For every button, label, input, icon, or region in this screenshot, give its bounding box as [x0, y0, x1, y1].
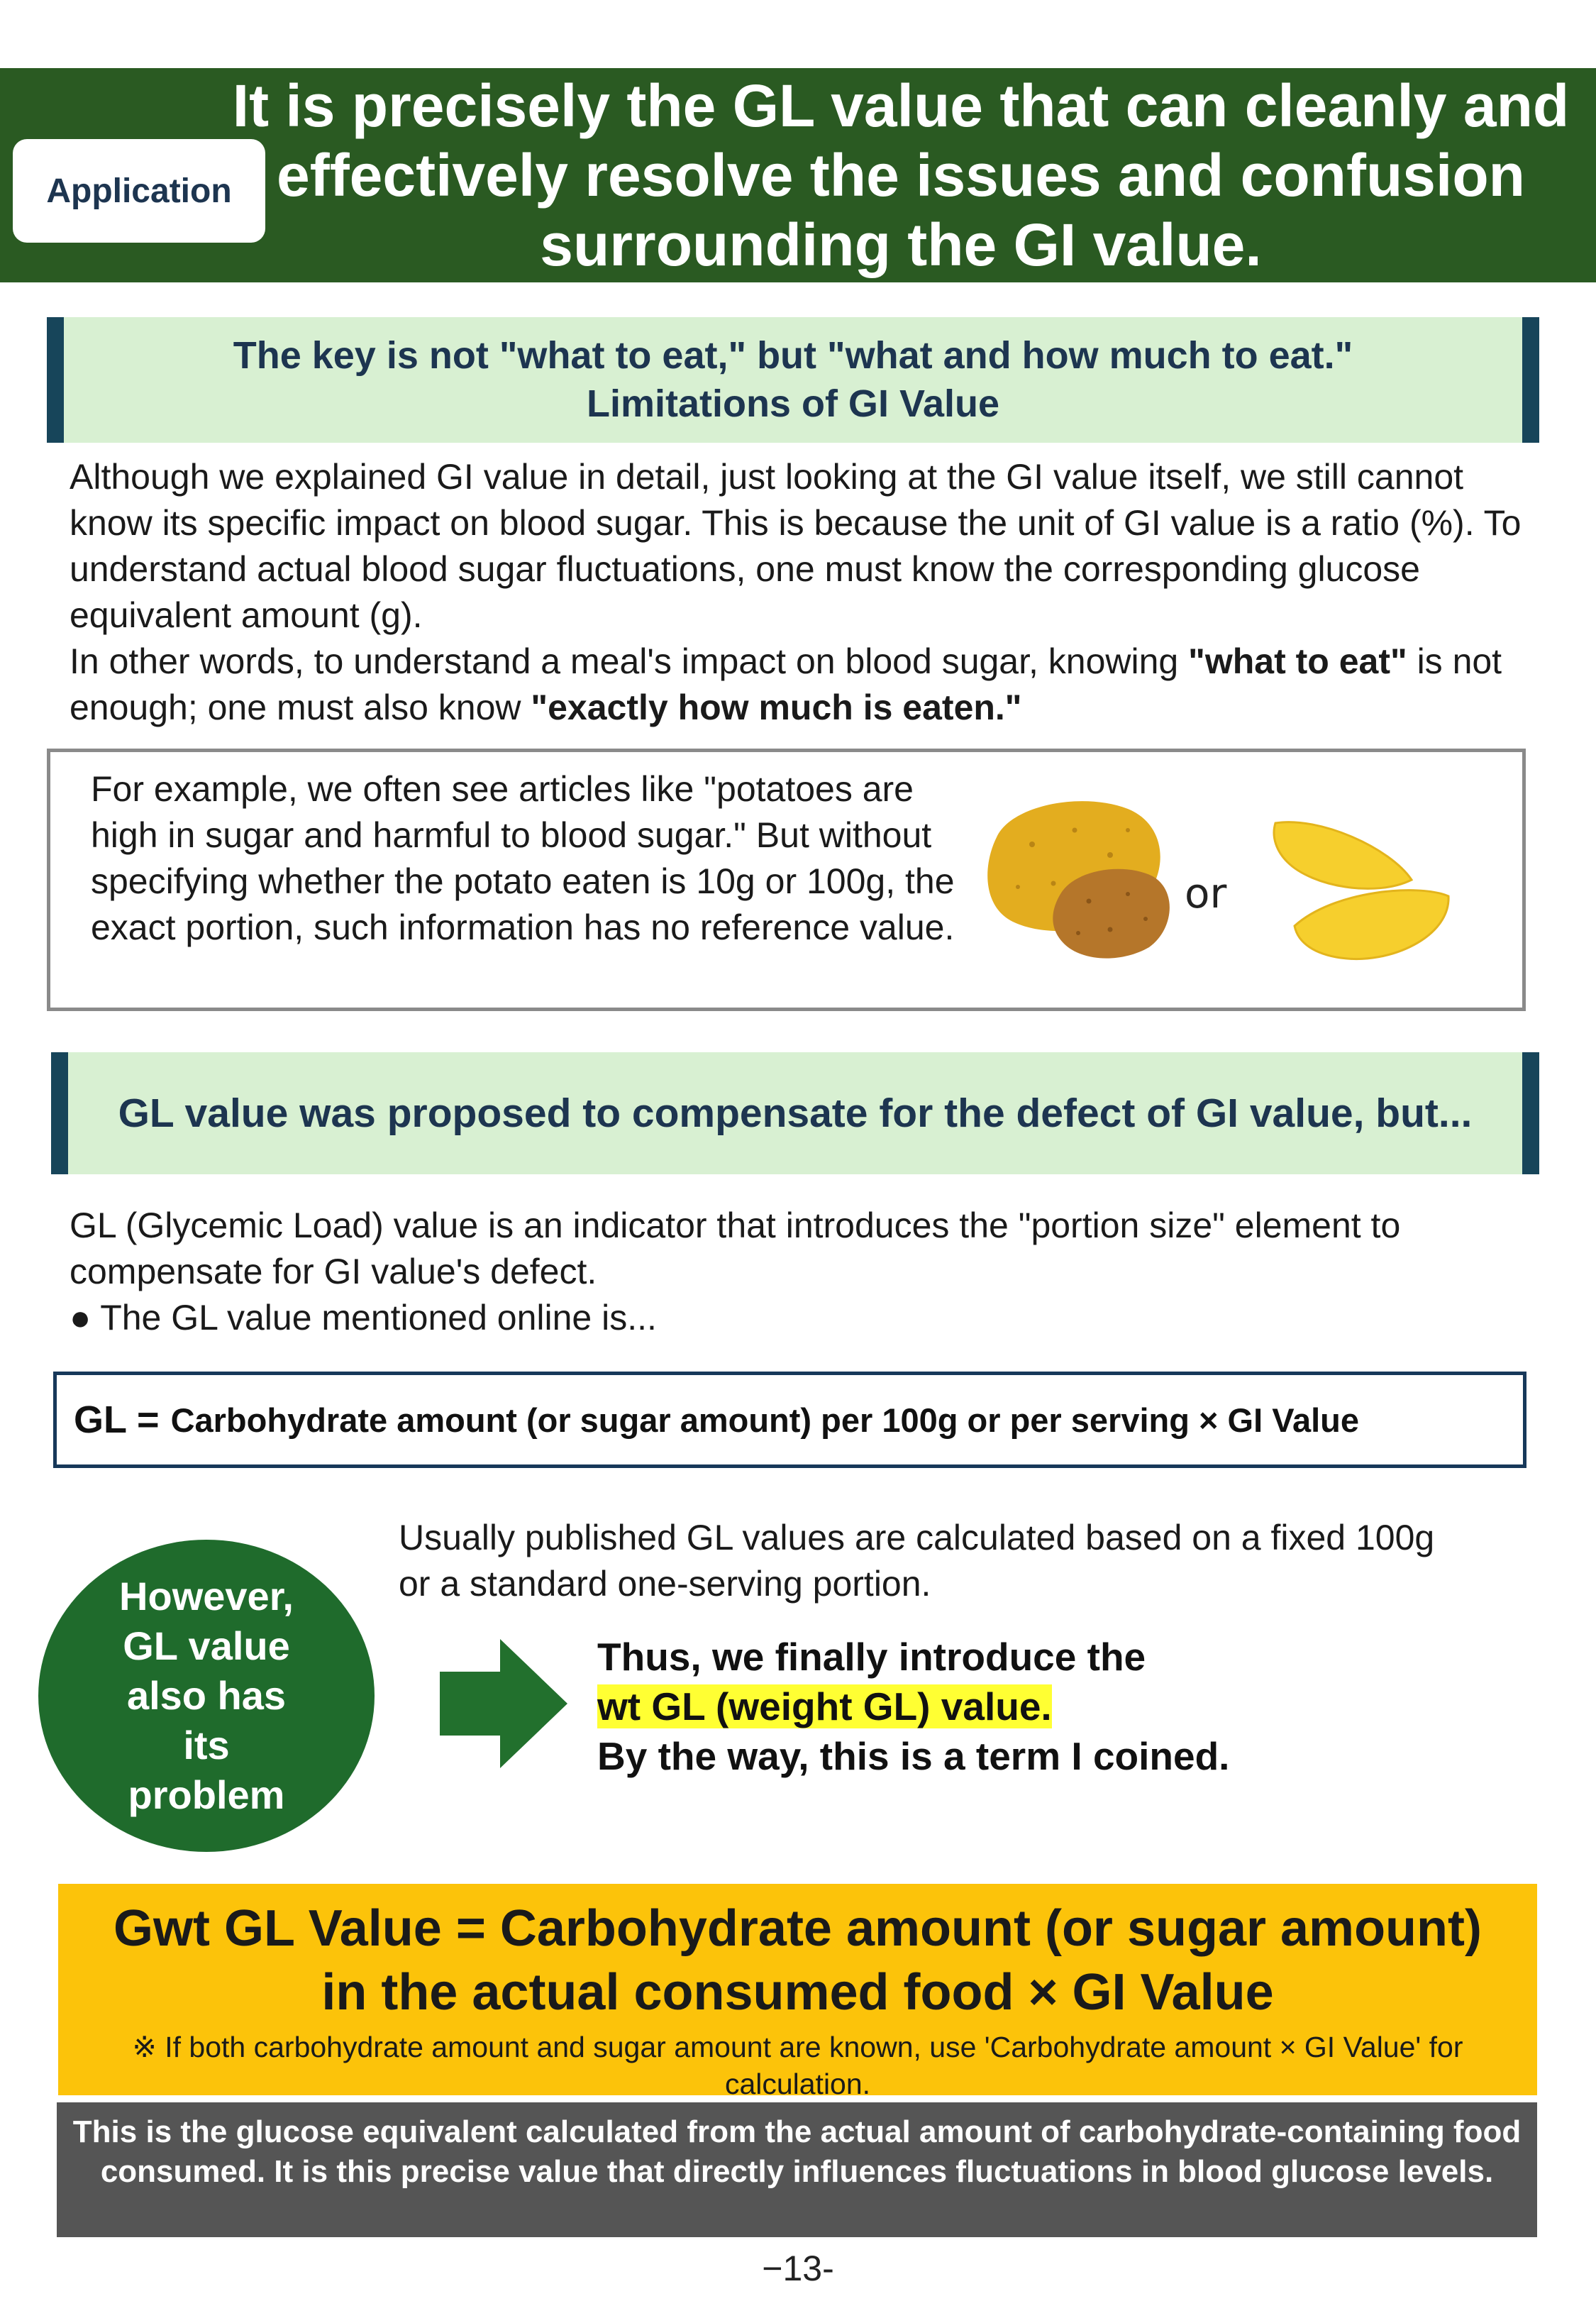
wt-gl-intro-text	[597, 1632, 1519, 1781]
intro-paragraph-2	[70, 639, 1531, 731]
circle-line-1: However,	[119, 1574, 294, 1618]
intro-p2-bold-1: "what to eat"	[1188, 641, 1407, 681]
circle-line-2: GL value	[123, 1623, 290, 1668]
right-arrow-icon	[440, 1639, 567, 1768]
potato-wedge-bottom	[1295, 890, 1448, 959]
page-title: It is precisely the GL value that can cleanly and effectively resolve the issues and confusion surrounding the GI value.	[232, 72, 1570, 278]
gwt-gl-note: ※ If both carbohydrate amount and sugar amount are known, use 'Carbohydrate amount × GI Value' for calculation.	[132, 2031, 1463, 2100]
gwt-gl-formula-box	[58, 1884, 1537, 2100]
bullet-icon: ●	[70, 1298, 92, 1337]
gl-intro-text	[70, 1203, 1545, 1341]
thus-line-3: By the way, this is a term I coined.	[597, 1734, 1230, 1778]
thus-line-1: Thus, we finally introduce the	[597, 1635, 1146, 1679]
circle-line-3: also has	[126, 1673, 287, 1718]
summary-box: This is the glucose equivalent calculated from the actual amount of carbohydrate-containing food consumed. It is this precise value that directly influences fluctuations in blood glucose levels.	[57, 2102, 1537, 2237]
bullet-text: The GL value mentioned online is...	[91, 1298, 657, 1337]
circle-line-5: problem	[128, 1772, 285, 1817]
wt-gl-highlight: wt GL (weight GL) value.	[597, 1684, 1052, 1728]
example-text: For example, we often see articles like "potatoes are high in sugar and harmful to blood sugar." But without specifying whether the potato eaten is 10g or 100g, the exact portion, such information has no reference value.	[91, 769, 955, 947]
banner-line-1: The key is not "what to eat," but "what and how much to eat."	[233, 334, 1353, 377]
intro-p2-bold-2: "exactly how much is eaten."	[531, 688, 1022, 727]
page-number: −13-	[762, 2249, 834, 2288]
formula-left: GL =	[74, 1399, 160, 1441]
intro-p2-mid: is not enough; one must also know	[70, 641, 1502, 727]
gl-intro-bullet	[70, 1295, 1545, 1341]
section-banner-limitations	[47, 317, 1539, 443]
application-badge: Application	[13, 139, 265, 243]
section-banner-gl-value: GL value was proposed to compensate for the defect of GI value, but...	[51, 1052, 1539, 1174]
intro-p2-start: In other words, to understand a meal's impact on blood sugar, knowing	[70, 641, 1189, 681]
or-label: or	[1185, 869, 1227, 917]
whole-potatoes-illustration	[975, 788, 1188, 965]
usual-gl-text: Usually published GL values are calculated based on a fixed 100g or a standard one-serving portion.	[399, 1518, 1435, 1604]
intro-paragraph-1: Although we explained GI value in detail, just looking at the GI value itself, we still cannot know its specific impact on blood sugar. This is because the unit of GI value is a ratio (%). To understand actual blood sugar fluctuations, one must know the corresponding glucose equivalent amount (g).	[70, 457, 1522, 635]
gwt-gl-formula	[58, 1884, 1537, 2024]
potato-wedge-top	[1274, 822, 1412, 889]
gwt-title-line-1: Gwt GL Value = Carbohydrate amount (or sugar amount)	[113, 1900, 1482, 1957]
gl-formula-box	[53, 1372, 1526, 1468]
banner-line-2: Limitations of GI Value	[586, 382, 1000, 425]
formula-right: Carbohydrate amount (or sugar amount) per 100g or per serving × GI Value	[170, 1401, 1359, 1439]
intro-text	[70, 454, 1531, 731]
circle-line-4: its	[183, 1723, 230, 1767]
potato-wedges-illustration	[1263, 805, 1461, 976]
gwt-title-line-2: in the actual consumed food × GI Value	[321, 1964, 1274, 2021]
thus-line-2	[597, 1682, 1519, 1731]
gl-intro-paragraph: GL (Glycemic Load) value is an indicator that introduces the "portion size" element to compensate for GI value's defect.	[70, 1206, 1401, 1291]
gl-problem-circle	[38, 1540, 375, 1852]
